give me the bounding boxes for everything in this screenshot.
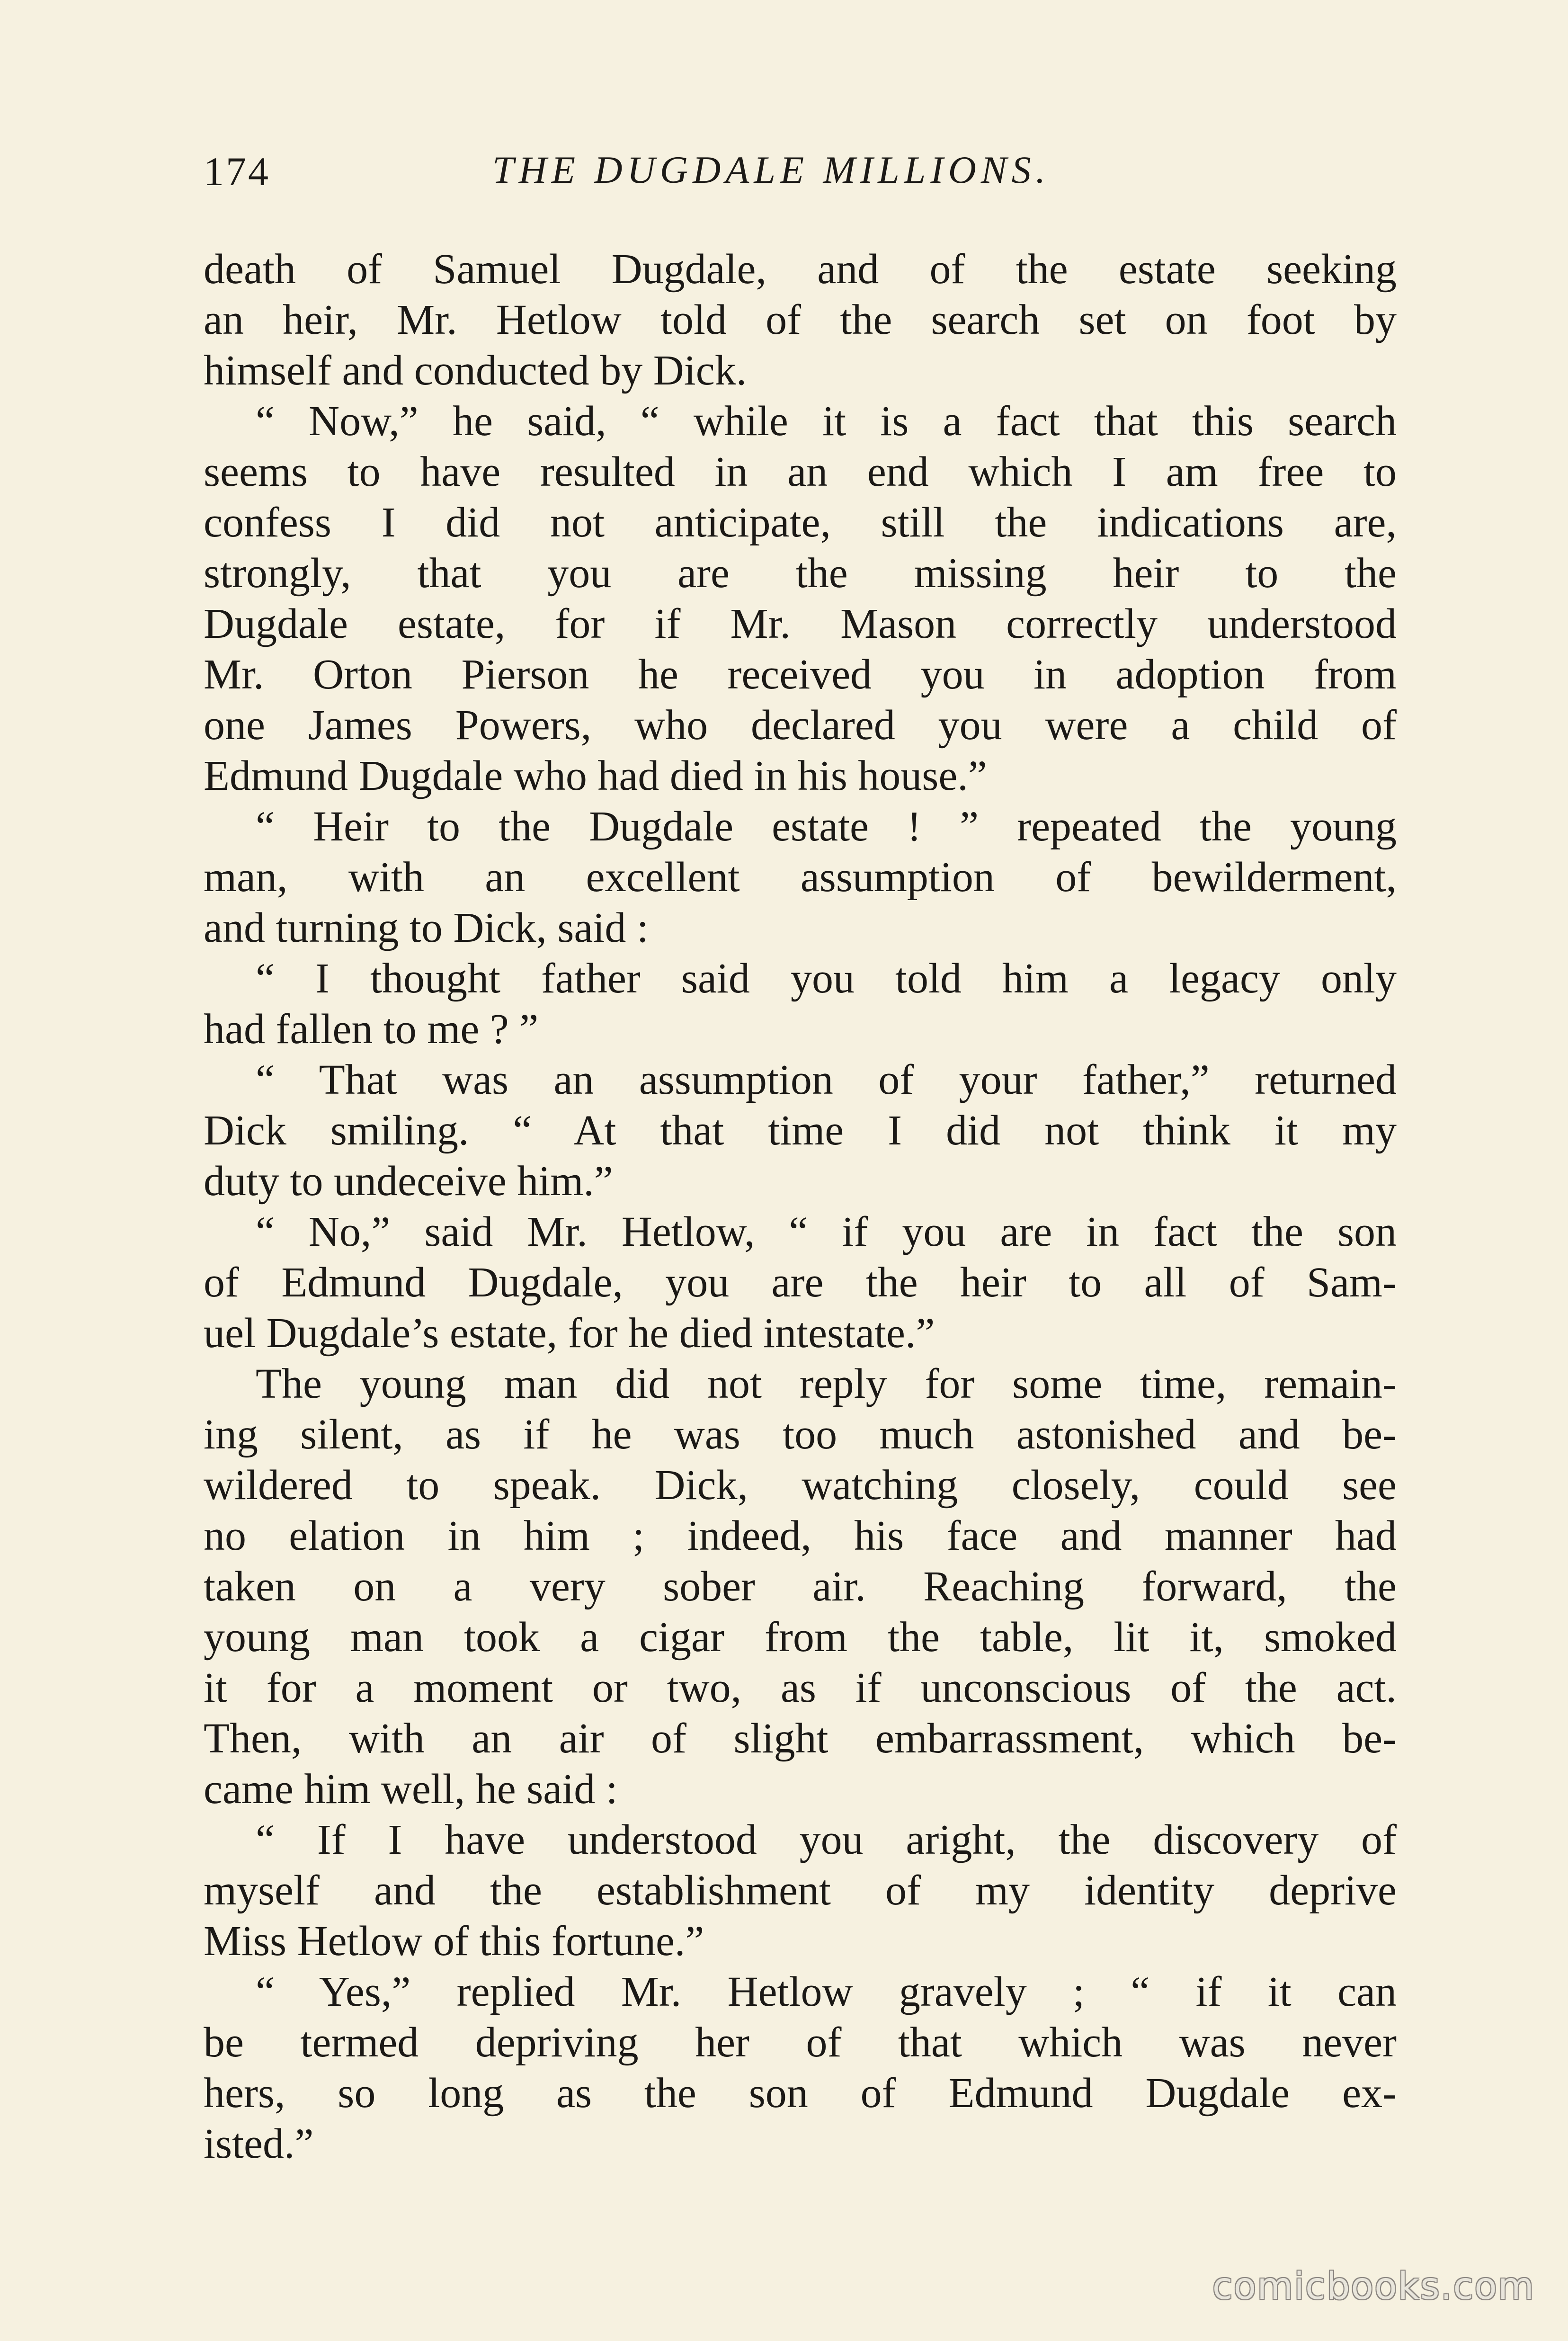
- text-line: The young man did not reply for some time, remain-: [256, 1360, 1397, 1407]
- page-header: [204, 148, 1397, 200]
- text-line: himself and conducted by Dick.: [204, 347, 747, 394]
- watermark: comicbooks.com: [1212, 2265, 1535, 2308]
- text-line: Dick smiling. “ At that time I did not think it my: [204, 1107, 1397, 1154]
- text-line: be termed depriving her of that which was never: [204, 2019, 1397, 2066]
- text-line: “ Now,” he said, “ while it is a fact that this search: [256, 398, 1397, 445]
- text-line: isted.”: [204, 2120, 314, 2167]
- text-line: “ Heir to the Dugdale estate ! ” repeated the young: [256, 803, 1397, 850]
- text-line: an heir, Mr. Hetlow told of the search set on foot by: [204, 296, 1397, 343]
- text-line: man, with an excellent assumption of bewilderment,: [204, 854, 1397, 901]
- text-line: taken on a very sober air. Reaching forward, the: [204, 1563, 1397, 1610]
- page-number: 174: [204, 149, 270, 194]
- text-line: one James Powers, who declared you were a child of: [204, 702, 1397, 749]
- text-line: seems to have resulted in an end which I am free to: [204, 448, 1397, 495]
- text-line: “ No,” said Mr. Hetlow, “ if you are in fact the son: [256, 1208, 1397, 1255]
- text-line: wildered to speak. Dick, watching closely, could see: [204, 1462, 1397, 1509]
- text-line: it for a moment or two, as if unconscious of the act.: [204, 1664, 1397, 1711]
- text-line: Miss Hetlow of this fortune.”: [204, 1918, 704, 1965]
- text-line: ing silent, as if he was too much astonished and be-: [204, 1411, 1397, 1458]
- running-title: THE DUGDALE MILLIONS.: [492, 148, 1051, 191]
- text-line: hers, so long as the son of Edmund Dugdale ex-: [204, 2070, 1397, 2117]
- text-line: “ If I have understood you aright, the discovery of: [256, 1816, 1397, 1863]
- text-line: Mr. Orton Pierson he received you in adoption from: [204, 651, 1397, 698]
- text-line: and turning to Dick, said :: [204, 904, 649, 951]
- text-line: confess I did not anticipate, still the indications are,: [204, 499, 1397, 546]
- text-line: Then, with an air of slight embarrassment, which be-: [204, 1715, 1397, 1762]
- text-line: duty to undeceive him.”: [204, 1158, 613, 1205]
- text-line: “ Yes,” replied Mr. Hetlow gravely ; “ if it can: [256, 1968, 1397, 2015]
- text-line: Edmund Dugdale who had died in his house.”: [204, 752, 987, 799]
- text-line: of Edmund Dugdale, you are the heir to all of Sam-: [204, 1259, 1397, 1306]
- text-line: myself and the establishment of my identity deprive: [204, 1867, 1397, 1914]
- text-line: young man took a cigar from the table, lit it, smoked: [204, 1614, 1397, 1661]
- text-line: “ That was an assumption of your father,” returned: [256, 1056, 1397, 1103]
- text-line: had fallen to me ? ”: [204, 1006, 539, 1053]
- text-line: “ I thought father said you told him a legacy only: [256, 955, 1397, 1002]
- text-line: death of Samuel Dugdale, and of the estate seeking: [204, 246, 1397, 293]
- body-text: [204, 244, 1397, 2169]
- text-line: came him well, he said :: [204, 1766, 618, 1813]
- text-line: strongly, that you are the missing heir to the: [204, 550, 1397, 597]
- text-line: Dugdale estate, for if Mr. Mason correctly understood: [204, 600, 1397, 647]
- text-line: no elation in him ; indeed, his face and manner had: [204, 1512, 1397, 1559]
- text-line: uel Dugdale’s estate, for he died intestate.”: [204, 1310, 935, 1357]
